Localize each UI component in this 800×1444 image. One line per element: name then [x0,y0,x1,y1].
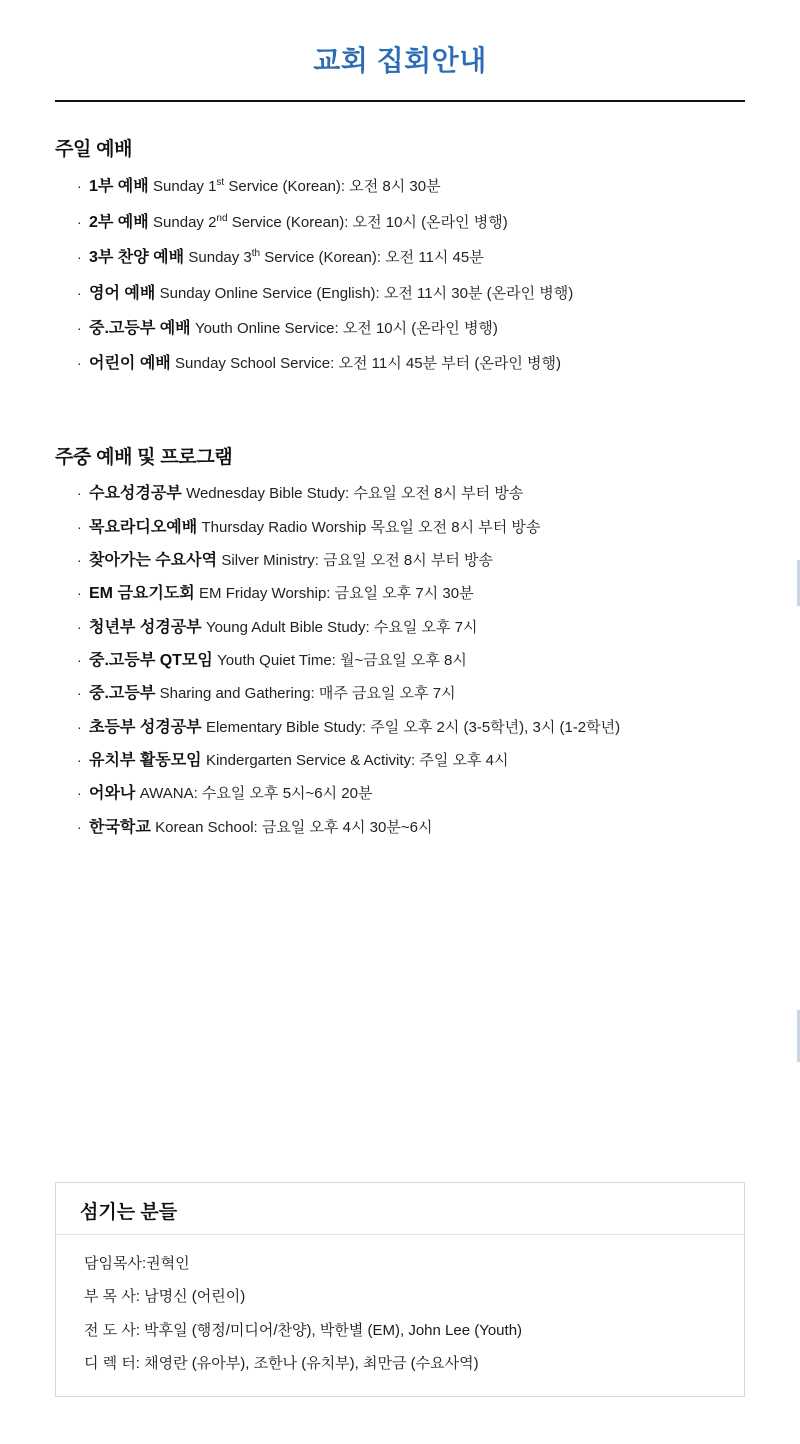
item-korean-label: 어와나 [89,785,136,803]
bullet-icon: · [77,685,82,702]
section-heading-weekday: 주중 예배 및 프로그램 [55,446,233,468]
list-item [77,170,745,205]
item-korean-label: EM 금요기도회 [89,585,195,603]
title-block [0,0,800,102]
bullet-icon: · [77,319,82,336]
list-item [77,711,745,744]
item-english-text: Kindergarten Service & Activity: 주일 오후 4시 [205,751,509,769]
bullet-icon: · [77,249,82,266]
staff-row: 전 도 사: 박후일 (행정/미디어/찬양), 박한별 (EM), John Lee (Youth) [84,1321,523,1339]
item-korean-label: 3부 찬양 예배 [89,249,185,267]
item-english-text: Wednesday Bible Study: 수요일 오전 8시 부터 방송 [186,485,524,503]
item-english-tail: Service (Korean): 오전 10시 (온라인 병행) [227,213,508,231]
list-item [77,778,745,811]
item-english-tail: Service (Korean): 오전 11시 45분 [260,249,484,267]
item-english-text: EM Friday Worship: 금요일 오후 7시 30분 [199,585,474,603]
staff-row: 디 렉 터: 채영란 (유아부), 조한나 (유치부), 최만금 (수요사역) [84,1354,479,1372]
page-title: 교회 집회안내 [313,45,487,76]
list-item [77,205,745,240]
item-english-text: Sunday Online Service (English): 오전 11시 30분 (온라인 병행) [159,284,574,302]
item-korean-label: 찾아가는 수요사역 [89,552,218,570]
item-english-text: Sunday School Service: 오전 11시 45분 부터 (온라인 병행) [175,355,561,373]
bullet-icon: · [77,618,82,635]
item-english-text: Elementary Bible Study: 주일 오후 2시 (3-5학년), 3시 (1-2학년) [205,718,621,736]
list-item [77,478,745,511]
item-english-text: Youth Online Service: 오전 10시 (온라인 병행) [194,319,498,337]
staff-row: 부 목 사: 남명신 (어린이) [84,1288,246,1306]
bullet-icon: · [77,284,82,301]
bullet-icon: · [77,552,82,569]
item-korean-label: 한국학교 [89,818,151,836]
section-heading-sunday: 주일 예배 [55,138,133,160]
bullet-icon: · [77,518,82,535]
item-korean-label: 중.고등부 예배 [89,319,191,337]
item-korean-label: 중.고등부 QT모임 [89,652,213,669]
item-korean-label: 목요라디오예배 [89,518,198,536]
list-item [77,678,745,711]
staff-panel [55,1182,745,1397]
item-ordinal-suffix: th [251,248,261,260]
bullet-icon: · [77,652,82,668]
item-english-text: AWANA: 수요일 오후 5시~6시 20분 [139,785,373,803]
title-divider [55,100,745,102]
list-item [77,276,745,311]
item-korean-label: 초등부 성경공부 [89,718,202,736]
bullet-icon: · [77,355,82,372]
item-english-text: Korean School: 금요일 오후 4시 30분~6시 [155,818,433,836]
item-english-text: Sunday 2 [153,213,217,231]
list-item [77,241,745,276]
item-korean-label: 2부 예배 [89,213,149,231]
bullet-icon: · [77,718,82,735]
list-item [77,744,745,777]
list-item [77,645,745,678]
bullet-icon: · [77,818,82,835]
staff-row: 담임목사:권혁인 [84,1255,190,1272]
item-english-text: Sunday 3 [188,249,252,267]
item-english-tail: Service (Korean): 오전 8시 30분 [224,178,441,196]
item-korean-label: 어린이 예배 [89,355,171,373]
bullet-icon: · [77,485,82,502]
item-english-text: Sunday 1 [153,178,217,196]
bullet-icon: · [77,785,82,802]
list-item [77,311,745,346]
list-item [77,578,745,611]
item-english-text: Sharing and Gathering: 매주 금요일 오후 7시 [159,685,456,703]
list-item [77,347,745,382]
item-korean-label: 수요성경공부 [89,485,182,503]
list-item [77,611,745,644]
bullet-icon: · [77,178,82,195]
staff-panel-heading: 섬기는 분들 [56,1183,744,1235]
item-korean-label: 청년부 성경공부 [89,618,202,636]
sunday-service-list [55,170,745,382]
item-ordinal-suffix: nd [216,212,228,224]
item-korean-label: 1부 예배 [89,178,149,196]
list-item [77,545,745,578]
bullet-icon: · [77,751,82,768]
bullet-icon: · [77,213,82,230]
item-english-text: Youth Quiet Time: 월~금요일 오후 8시 [217,652,467,669]
section-weekday-programs [55,442,745,844]
item-english-text: Thursday Radio Worship 목요일 오전 8시 부터 방송 [201,518,541,536]
item-korean-label: 영어 예배 [89,284,156,302]
item-korean-label: 유치부 활동모임 [89,751,202,769]
list-item [77,811,745,844]
item-english-text: Silver Ministry: 금요일 오전 8시 부터 방송 [221,552,493,570]
staff-list [56,1235,744,1396]
item-ordinal-suffix: st [216,177,225,189]
list-item [77,511,745,544]
item-english-text: Young Adult Bible Study: 수요일 오후 7시 [205,618,478,636]
item-korean-label: 중.고등부 [89,685,156,703]
bullet-icon: · [77,585,82,602]
section-sunday-worship [55,134,745,382]
weekday-program-list [55,478,745,844]
